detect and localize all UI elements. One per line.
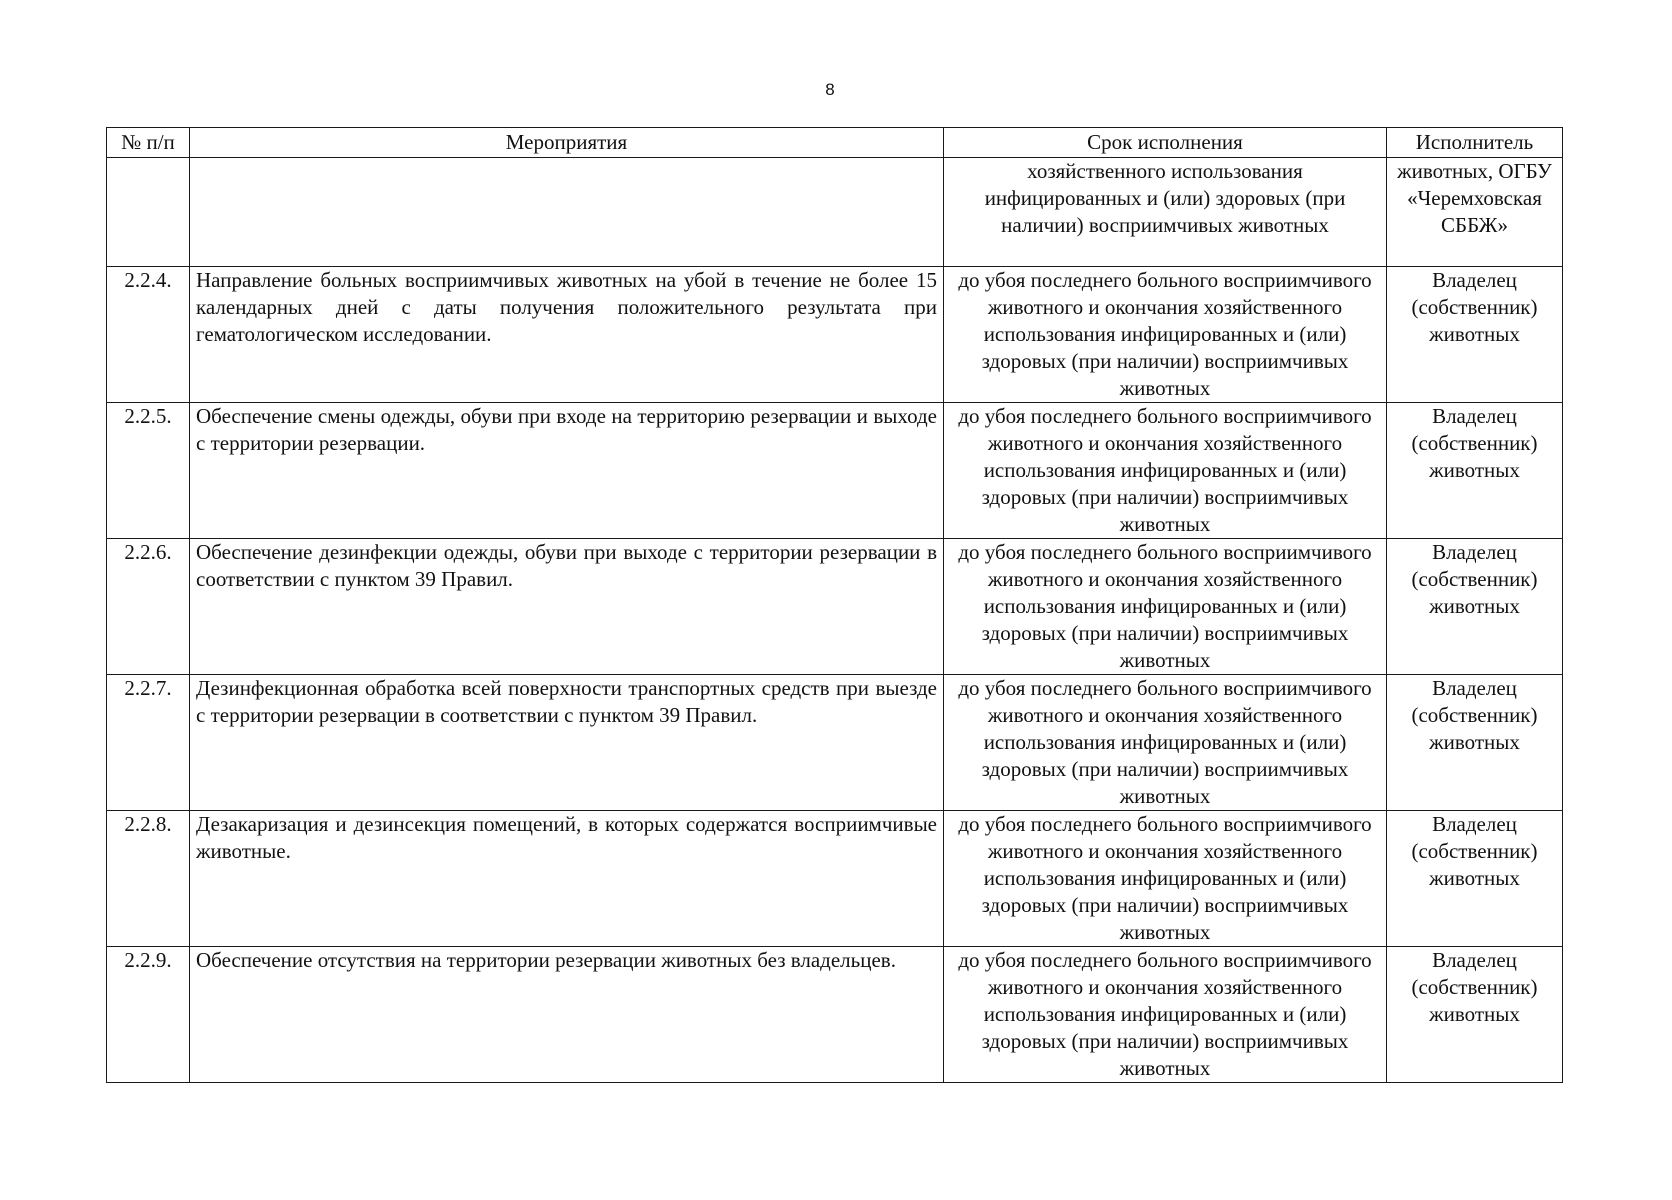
cell-term: до убоя последнего больного восприимчивого животного и окончания хозяйственного использования инфицированных и (или) здоровых (при наличии) восприимчивых животных: [944, 947, 1387, 1083]
cell-term: до убоя последнего больного восприимчивого животного и окончания хозяйственного использования инфицированных и (или) здоровых (при наличии) восприимчивых животных: [944, 811, 1387, 947]
table-row: [107, 811, 1563, 947]
cell-executor: животных, ОГБУ «Черемховская СББЖ»: [1387, 158, 1563, 267]
cell-num: 2.2.4.: [107, 267, 190, 403]
cell-term: до убоя последнего больного восприимчивого животного и окончания хозяйственного использования инфицированных и (или) здоровых (при наличии) восприимчивых животных: [944, 267, 1387, 403]
cell-term: до убоя последнего больного восприимчивого животного и окончания хозяйственного использования инфицированных и (или) здоровых (при наличии) восприимчивых животных: [944, 675, 1387, 811]
header-executor: Исполнитель: [1387, 128, 1563, 158]
cell-num: 2.2.8.: [107, 811, 190, 947]
cell-executor: Владелец (собственник) животных: [1387, 811, 1563, 947]
table-header-row: [107, 128, 1563, 158]
page-number: 8: [825, 80, 835, 99]
activities-table: [106, 127, 1563, 1083]
cell-activity: Обеспечение дезинфекции одежды, обуви при выходе с территории резервации в соответствии с пунктом 39 Правил.: [190, 539, 944, 675]
cell-num: 2.2.6.: [107, 539, 190, 675]
cell-term: до убоя последнего больного восприимчивого животного и окончания хозяйственного использования инфицированных и (или) здоровых (при наличии) восприимчивых животных: [944, 539, 1387, 675]
cell-num: 2.2.5.: [107, 403, 190, 539]
cell-num: 2.2.9.: [107, 947, 190, 1083]
cell-activity: Обеспечение смены одежды, обуви при входе на территорию резервации и выходе с территории резервации.: [190, 403, 944, 539]
cell-activity: Дезакаризация и дезинсекция помещений, в которых содержатся восприимчивые животные.: [190, 811, 944, 947]
cell-term: хозяйственного использования инфицированных и (или) здоровых (при наличии) восприимчивых животных: [944, 158, 1387, 267]
table-row: [107, 675, 1563, 811]
header-activity: Мероприятия: [190, 128, 944, 158]
table-row: [107, 267, 1563, 403]
cell-num: 2.2.7.: [107, 675, 190, 811]
cell-activity: Дезинфекционная обработка всей поверхности транспортных средств при выезде с территории резервации в соответствии с пунктом 39 Правил.: [190, 675, 944, 811]
cell-activity: [190, 158, 944, 267]
table-row: [107, 403, 1563, 539]
cell-num: [107, 158, 190, 267]
header-term: Срок исполнения: [944, 128, 1387, 158]
cell-executor: Владелец (собственник) животных: [1387, 675, 1563, 811]
cell-executor: Владелец (собственник) животных: [1387, 539, 1563, 675]
cell-executor: Владелец (собственник) животных: [1387, 403, 1563, 539]
table-row-continuation: [107, 158, 1563, 267]
cell-executor: Владелец (собственник) животных: [1387, 267, 1563, 403]
header-num: № п/п: [107, 128, 190, 158]
cell-executor: Владелец (собственник) животных: [1387, 947, 1563, 1083]
table-row: [107, 947, 1563, 1083]
table-row: [107, 539, 1563, 675]
cell-term: до убоя последнего больного восприимчивого животного и окончания хозяйственного использования инфицированных и (или) здоровых (при наличии) восприимчивых животных: [944, 403, 1387, 539]
cell-activity: Направление больных восприимчивых животных на убой в течение не более 15 календарных дней с даты получения положительного результата при гематологическом исследовании.: [190, 267, 944, 403]
cell-activity: Обеспечение отсутствия на территории резервации животных без владельцев.: [190, 947, 944, 1083]
